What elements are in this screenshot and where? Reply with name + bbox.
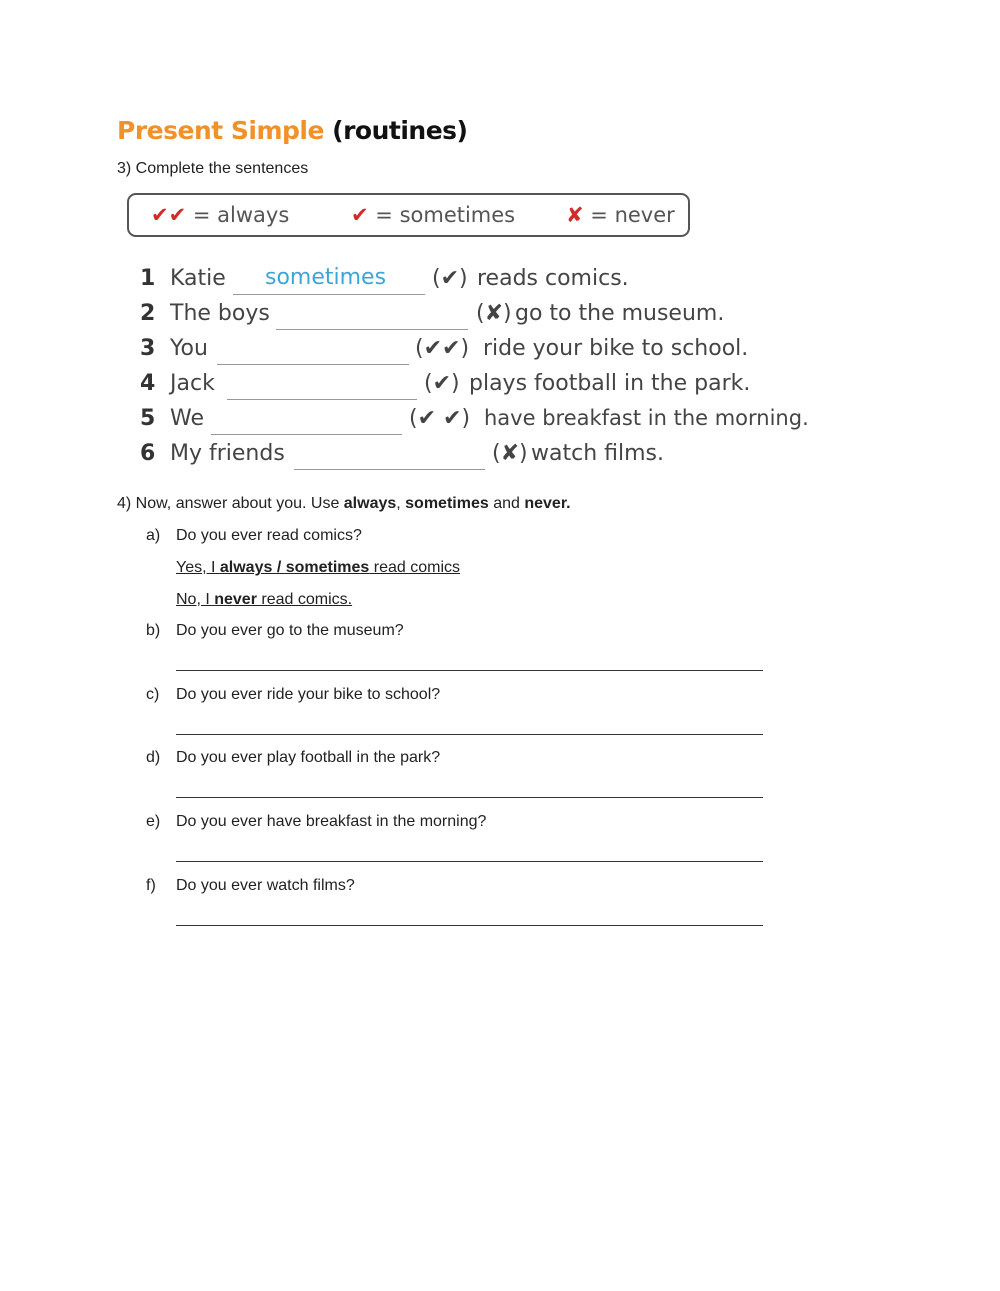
answer-line-c[interactable] — [176, 734, 763, 735]
frequency-key — [127, 193, 690, 237]
answer-line-e[interactable] — [176, 861, 763, 862]
exercise4-instruction: 4) Now, answer about you. Use always, sometimes and never. — [117, 495, 571, 512]
key-sometimes: ✔ = sometimes — [351, 203, 516, 227]
example-answer-no: No, I never read comics. — [176, 591, 353, 608]
answer-blank[interactable] — [227, 399, 417, 400]
page-title — [117, 116, 467, 145]
key-never: ✘ = never — [566, 203, 675, 227]
key-always: ✔✔ = always — [151, 203, 290, 227]
title-main: Present Simple — [117, 116, 324, 145]
answer-blank[interactable] — [217, 364, 409, 365]
answer-line-b[interactable] — [176, 670, 763, 671]
answer-blank[interactable] — [294, 469, 485, 470]
example-answer-yes: Yes, I always / sometimes read comics — [176, 559, 461, 576]
answer-line-f[interactable] — [176, 925, 763, 926]
title-sub: (routines) — [332, 116, 468, 145]
answer-blank[interactable] — [233, 265, 425, 295]
answer-blank[interactable] — [276, 329, 468, 330]
answer-blank[interactable] — [211, 434, 402, 435]
cross-icon: ✘ — [566, 203, 584, 227]
check-icon: ✔ — [351, 203, 369, 227]
exercise3-instruction: 3) Complete the sentences — [117, 160, 309, 177]
answer-line-d[interactable] — [176, 797, 763, 798]
filled-answer: sometimes — [265, 265, 387, 290]
double-check-icon: ✔✔ — [151, 203, 187, 227]
